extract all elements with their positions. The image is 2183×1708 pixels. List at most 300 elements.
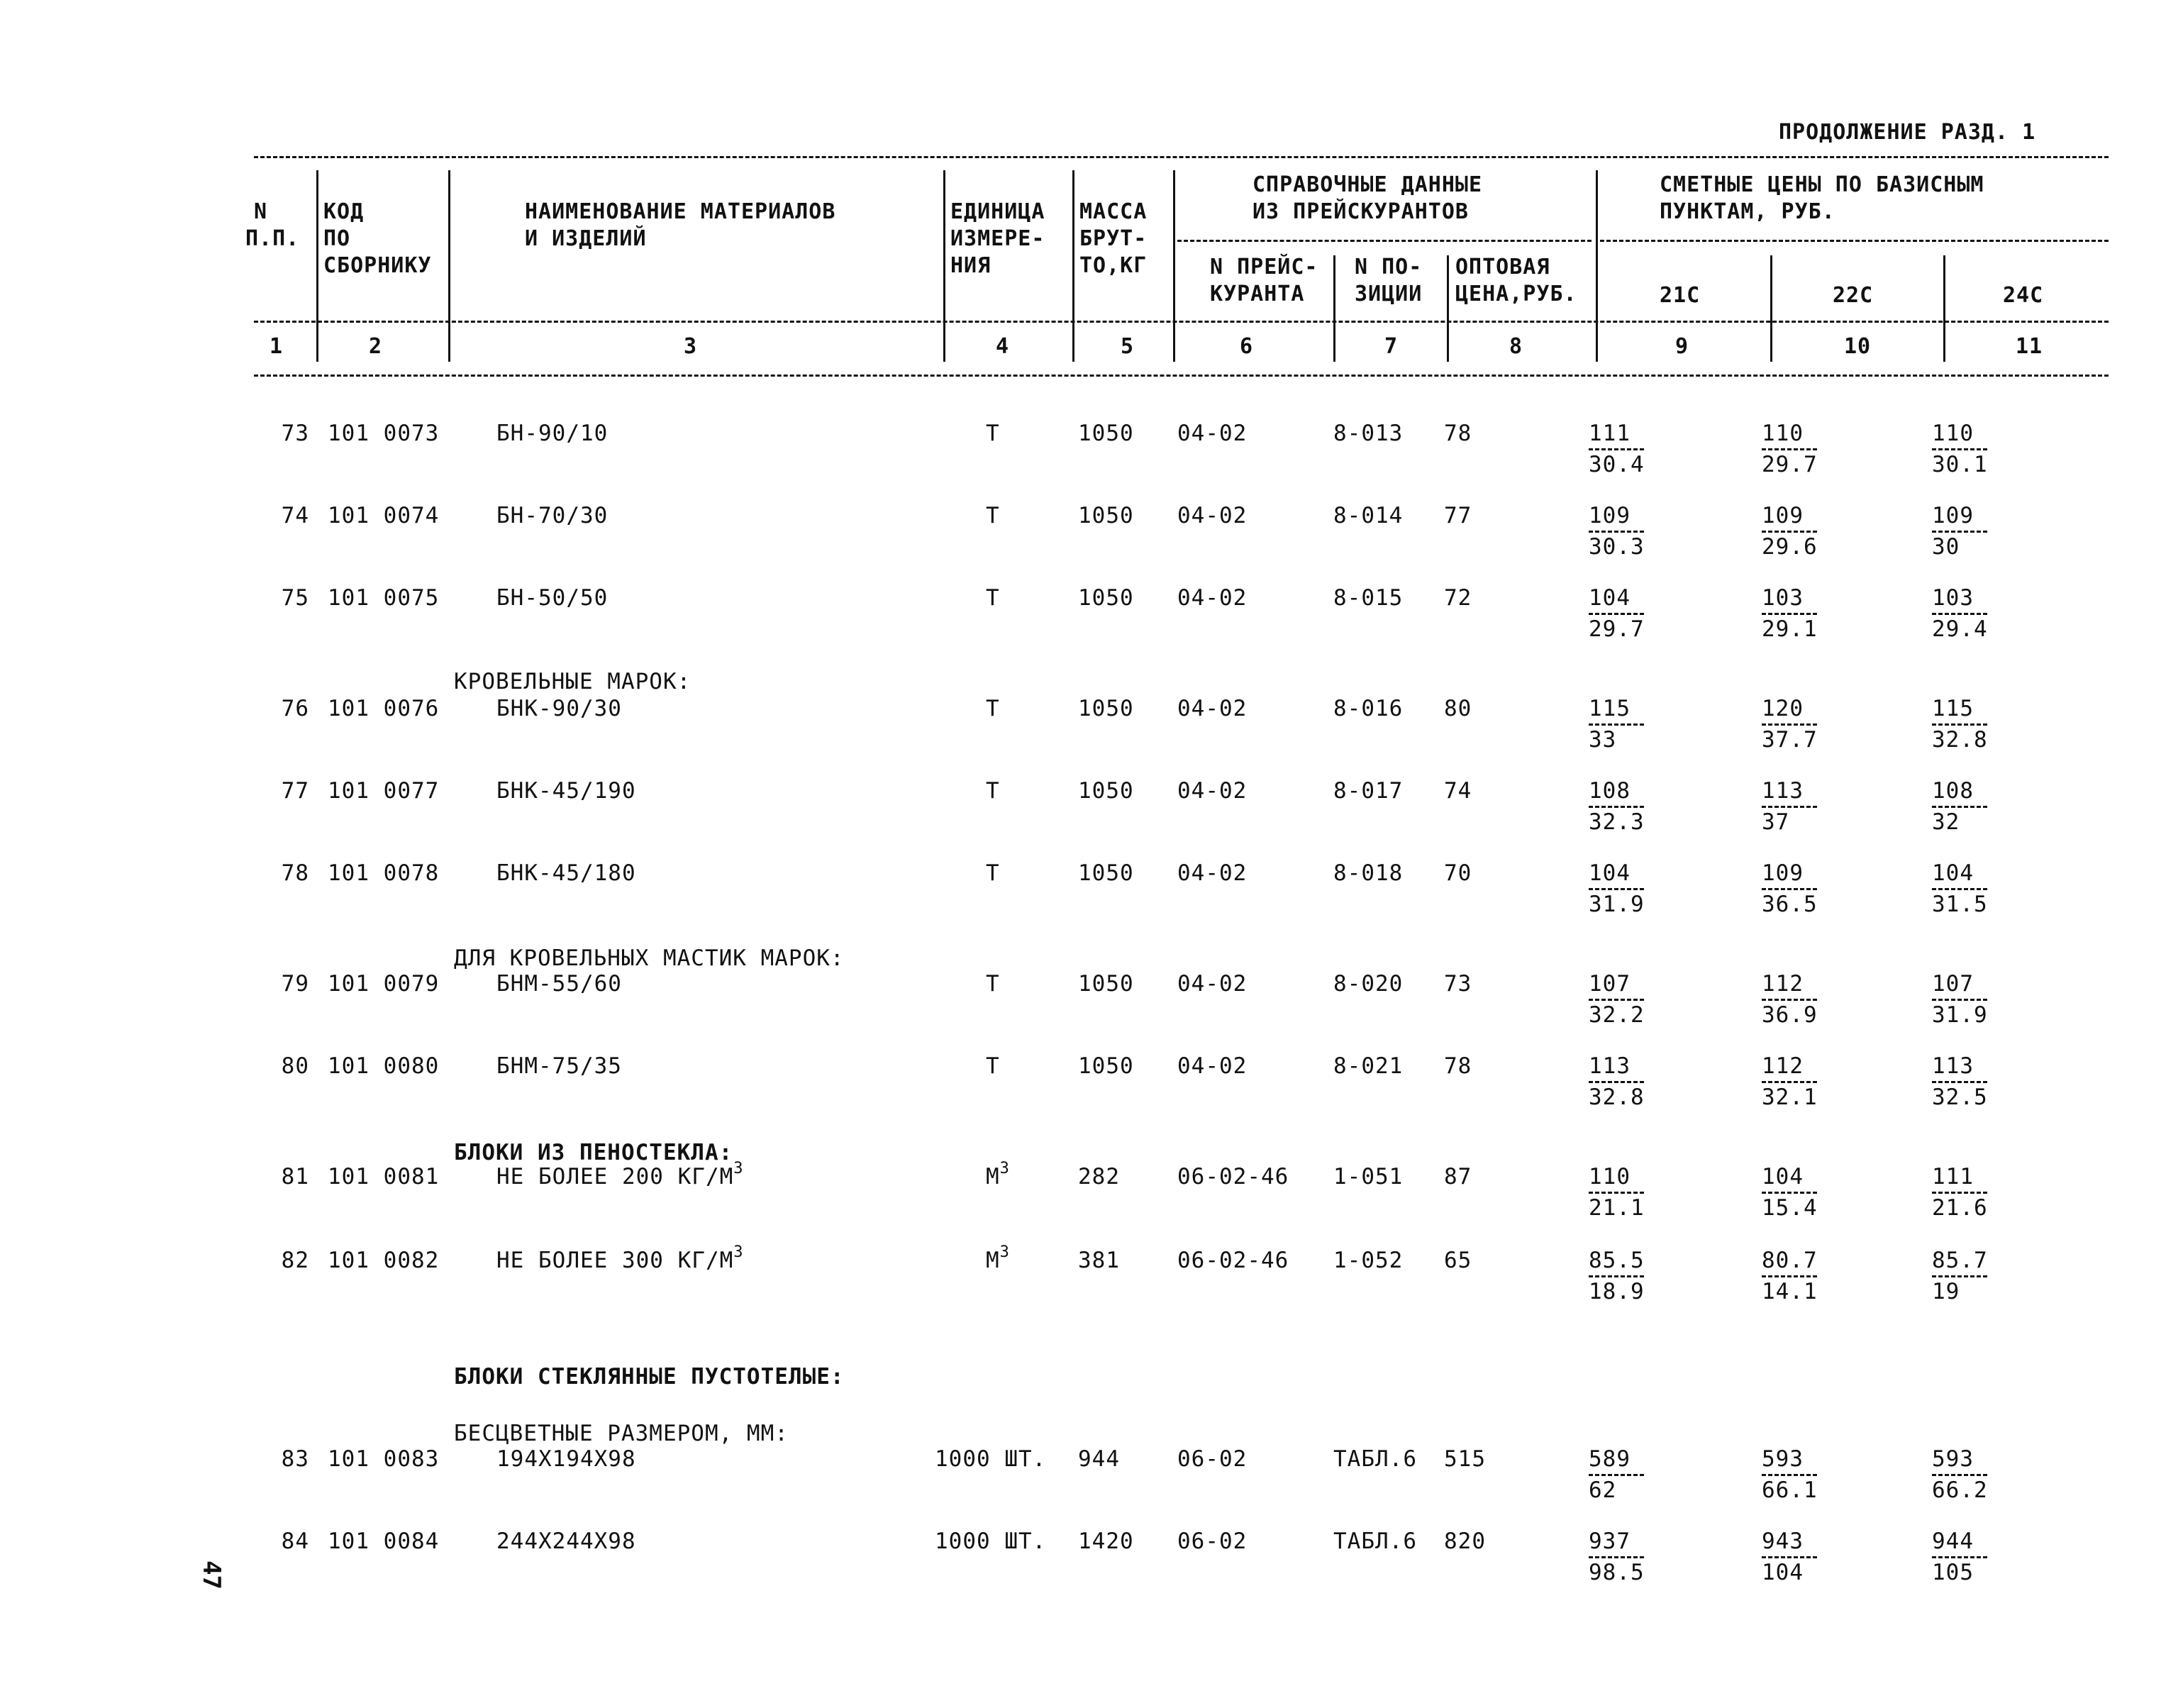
col-sep — [1770, 255, 1772, 362]
price-denominator: 29.4 — [1932, 616, 1988, 642]
row-mass: 1050 — [1078, 1053, 1134, 1079]
row-position: 8-021 — [1333, 1053, 1404, 1079]
price-numerator: 109 — [1932, 503, 1974, 528]
row-position: 1-052 — [1333, 1248, 1404, 1273]
price-group-line1: СМЕТНЫЕ ЦЕНЫ ПО БАЗИСНЫМ — [1660, 172, 1984, 197]
fraction-bar — [1589, 613, 1644, 615]
row-name — [496, 1159, 744, 1190]
col8-line1: ОПТОВАЯ — [1455, 255, 1550, 279]
fraction-bar — [1932, 531, 1987, 533]
row-unit — [986, 1159, 1010, 1190]
price-denominator: 32.1 — [1762, 1085, 1818, 1110]
row-name: БНМ-75/35 — [496, 1053, 622, 1079]
row-unit-superscript: 3 — [999, 1159, 1010, 1177]
fraction-bar — [1932, 1275, 1987, 1277]
row-unit-superscript: 3 — [999, 1243, 1010, 1261]
row-price-list: 04-02 — [1177, 585, 1248, 611]
price-p21 — [1589, 1163, 1645, 1221]
col10-label: 22С — [1833, 283, 1874, 308]
price-numerator: 103 — [1762, 585, 1804, 611]
fraction-bar — [1589, 999, 1644, 1001]
col2-line2: ПО — [323, 226, 351, 251]
colnum-8: 8 — [1509, 334, 1523, 359]
row-name — [496, 1243, 744, 1274]
row-unit — [986, 860, 1000, 887]
row-position: 8-014 — [1333, 503, 1404, 528]
row-wholesale: 65 — [1444, 1248, 1472, 1273]
col7-line2: ЗИЦИИ — [1355, 282, 1423, 306]
row-price-list: 04-02 — [1177, 860, 1248, 886]
price-numerator: 104 — [1932, 860, 1974, 886]
col3-line2: И ИЗДЕЛИЙ — [525, 226, 647, 251]
row-unit-text: Т — [986, 503, 1000, 528]
row-price-list: 04-02 — [1177, 503, 1248, 528]
fraction-bar — [1762, 888, 1817, 890]
price-numerator: 104 — [1589, 585, 1631, 611]
price-p21 — [1589, 970, 1645, 1028]
price-denominator: 19 — [1932, 1279, 1960, 1304]
price-p24 — [1932, 860, 1988, 918]
row-wholesale: 70 — [1444, 860, 1472, 886]
price-p22 — [1762, 1247, 1818, 1305]
row-number: 79 — [281, 971, 309, 997]
price-denominator: 32.3 — [1589, 809, 1645, 835]
price-denominator: 36.9 — [1762, 1002, 1818, 1028]
col11-label: 24С — [2003, 283, 2044, 308]
price-numerator: 108 — [1589, 778, 1631, 804]
price-numerator: 107 — [1589, 971, 1631, 997]
row-name: БНК-90/30 — [496, 696, 622, 721]
row-number: 74 — [281, 503, 309, 528]
colnum-4: 4 — [996, 334, 1010, 359]
price-numerator: 111 — [1932, 1164, 1974, 1190]
colnum-1: 1 — [270, 334, 284, 359]
price-p21 — [1589, 1247, 1645, 1305]
price-numerator: 120 — [1762, 696, 1804, 721]
row-code: 101 0082 — [328, 1248, 440, 1273]
price-denominator: 33 — [1589, 727, 1617, 753]
price-denominator: 21.1 — [1589, 1195, 1645, 1221]
col-sep — [1072, 170, 1074, 362]
row-wholesale: 515 — [1444, 1446, 1486, 1472]
row-position: 8-017 — [1333, 778, 1404, 804]
row-unit-text: М — [986, 1248, 1000, 1273]
row-number: 77 — [281, 778, 309, 804]
section-label: ДЛЯ КРОВЕЛЬНЫХ МАСТИК МАРОК: — [454, 946, 845, 971]
price-numerator: 113 — [1762, 778, 1804, 804]
row-unit-text: Т — [986, 971, 1000, 997]
fraction-bar — [1932, 1556, 1987, 1558]
fraction-bar — [1589, 888, 1644, 890]
row-number: 82 — [281, 1248, 309, 1273]
fraction-bar — [1589, 1192, 1644, 1194]
price-p24 — [1932, 1053, 1988, 1111]
price-p21 — [1589, 420, 1645, 478]
row-price-list: 04-02 — [1177, 1053, 1248, 1079]
row-code: 101 0074 — [328, 503, 440, 528]
price-p24 — [1932, 695, 1988, 753]
row-unit — [986, 1243, 1010, 1274]
price-numerator: 593 — [1762, 1446, 1804, 1472]
col5-line1: МАССА — [1079, 199, 1148, 224]
row-number: 83 — [281, 1446, 309, 1472]
price-denominator: 29.6 — [1762, 534, 1818, 560]
row-position: 8-018 — [1333, 860, 1404, 886]
row-name: БН-90/10 — [496, 421, 609, 446]
col6-line1: N ПРЕЙС- — [1210, 255, 1318, 279]
col-sep — [1943, 255, 1945, 362]
row-wholesale: 87 — [1444, 1164, 1472, 1190]
row-unit-text: 1000 ШТ. — [935, 1529, 1047, 1554]
row-wholesale: 74 — [1444, 778, 1472, 804]
row-unit-text: 1000 ШТ. — [935, 1446, 1047, 1472]
row-unit-text: Т — [986, 1053, 1000, 1079]
section-label: БЛОКИ СТЕКЛЯННЫЕ ПУСТОТЕЛЫЕ: — [454, 1364, 845, 1390]
row-price-list: 04-02 — [1177, 778, 1248, 804]
row-name: 244Х244Х98 — [496, 1529, 636, 1554]
row-unit-text: Т — [986, 585, 1000, 611]
price-numerator: 103 — [1932, 585, 1974, 611]
fraction-bar — [1589, 448, 1644, 450]
price-denominator: 37 — [1762, 809, 1790, 835]
price-numerator: 109 — [1589, 503, 1631, 528]
price-p22 — [1762, 584, 1818, 643]
price-numerator: 110 — [1589, 1164, 1631, 1190]
row-price-list: 04-02 — [1177, 696, 1248, 721]
price-denominator: 31.9 — [1589, 892, 1645, 917]
row-price-list: 06-02 — [1177, 1529, 1248, 1554]
price-numerator: 944 — [1932, 1529, 1974, 1554]
price-denominator: 32.5 — [1932, 1085, 1988, 1110]
price-numerator: 110 — [1762, 421, 1804, 446]
price-p22 — [1762, 695, 1818, 753]
row-price-list: 06-02 — [1177, 1446, 1248, 1472]
price-p21 — [1589, 777, 1645, 836]
col1-line2: П.П. — [245, 226, 300, 251]
price-p22 — [1762, 1163, 1818, 1221]
fraction-bar — [1932, 1081, 1987, 1083]
row-name-superscript: 3 — [733, 1243, 744, 1261]
page-number: 47 — [197, 1560, 226, 1590]
row-price-list: 04-02 — [1177, 421, 1248, 446]
fraction-bar — [1762, 1192, 1817, 1194]
row-unit-text: М — [986, 1164, 1000, 1190]
colnum-6: 6 — [1240, 334, 1254, 359]
fraction-bar — [1932, 999, 1987, 1001]
row-wholesale: 78 — [1444, 421, 1472, 446]
colnum-10: 10 — [1844, 334, 1872, 359]
price-numerator: 113 — [1589, 1053, 1631, 1079]
fraction-bar — [1589, 531, 1644, 533]
price-denominator: 105 — [1932, 1560, 1974, 1585]
row-name: БН-50/50 — [496, 585, 609, 611]
price-denominator: 30.3 — [1589, 534, 1645, 560]
price-denominator: 18.9 — [1589, 1279, 1645, 1304]
row-mass: 1050 — [1078, 860, 1134, 886]
row-number: 84 — [281, 1529, 309, 1554]
price-numerator: 115 — [1589, 696, 1631, 721]
row-unit — [986, 970, 1000, 997]
row-number: 80 — [281, 1053, 309, 1079]
price-denominator: 31.9 — [1932, 1002, 1988, 1028]
price-numerator: 111 — [1589, 421, 1631, 446]
col4-line2: ИЗМЕРЕ- — [950, 226, 1045, 251]
row-wholesale: 78 — [1444, 1053, 1472, 1079]
col8-line2: ЦЕНА,РУБ. — [1455, 282, 1577, 306]
colnum-7: 7 — [1384, 334, 1399, 359]
row-code: 101 0081 — [328, 1164, 440, 1190]
row-mass: 1420 — [1078, 1529, 1134, 1554]
row-code: 101 0080 — [328, 1053, 440, 1079]
group-rule — [1177, 240, 1592, 242]
row-wholesale: 73 — [1444, 971, 1472, 997]
price-p21 — [1589, 1446, 1644, 1504]
row-unit — [935, 1446, 1046, 1473]
price-numerator: 109 — [1762, 860, 1804, 886]
col3-line1: НАИМЕНОВАНИЕ МАТЕРИАЛОВ — [525, 199, 836, 224]
ref-group-line1: СПРАВОЧНЫЕ ДАННЫЕ — [1252, 172, 1483, 197]
row-mass: 282 — [1078, 1164, 1120, 1190]
price-denominator: 36.5 — [1762, 892, 1818, 917]
row-unit — [986, 584, 1000, 611]
row-unit — [935, 1528, 1046, 1555]
row-name-text: НЕ БОЛЕЕ 200 КГ/М — [496, 1164, 734, 1190]
price-denominator: 32.8 — [1932, 727, 1988, 753]
price-denominator: 98.5 — [1589, 1560, 1645, 1585]
price-numerator: 80.7 — [1762, 1248, 1818, 1273]
price-numerator: 104 — [1589, 860, 1631, 886]
row-unit — [986, 502, 1000, 529]
price-numerator: 589 — [1589, 1446, 1631, 1472]
price-p24 — [1932, 420, 1988, 478]
price-p24 — [1932, 970, 1988, 1028]
row-position: 8-016 — [1333, 696, 1404, 721]
price-p21 — [1589, 1053, 1645, 1111]
price-numerator: 107 — [1932, 971, 1974, 997]
fraction-bar — [1932, 1192, 1987, 1194]
price-denominator: 32.8 — [1589, 1085, 1645, 1110]
fraction-bar — [1932, 1474, 1987, 1476]
col4-line1: ЕДИНИЦА — [950, 199, 1045, 224]
row-mass: 1050 — [1078, 696, 1134, 721]
section-label: БЛОКИ ИЗ ПЕНОСТЕКЛА: — [454, 1140, 733, 1165]
row-wholesale: 80 — [1444, 696, 1472, 721]
fraction-bar — [1932, 613, 1987, 615]
price-numerator: 943 — [1762, 1529, 1804, 1554]
row-mass: 1050 — [1078, 585, 1134, 611]
row-unit — [986, 777, 1000, 804]
colnum-3: 3 — [684, 334, 698, 359]
row-unit — [986, 695, 1000, 722]
col2-line3: СБОРНИКУ — [323, 253, 432, 278]
col-sep — [448, 170, 450, 362]
row-number: 73 — [281, 421, 309, 446]
price-p24 — [1932, 777, 1987, 836]
fraction-bar — [1589, 723, 1644, 726]
price-p22 — [1762, 970, 1818, 1028]
section-label: КРОВЕЛЬНЫЕ МАРОК: — [454, 669, 691, 694]
col-sep — [316, 170, 318, 362]
col-sep — [1173, 170, 1175, 362]
price-numerator: 593 — [1932, 1446, 1974, 1472]
row-mass: 381 — [1078, 1248, 1120, 1273]
row-name-superscript: 3 — [733, 1159, 744, 1177]
row-name: БН-70/30 — [496, 503, 609, 528]
header-bottom-rule — [254, 375, 2109, 377]
row-position: 8-013 — [1333, 421, 1404, 446]
row-mass: 1050 — [1078, 421, 1134, 446]
fraction-bar — [1932, 806, 1987, 808]
col9-label: 21С — [1660, 283, 1701, 308]
price-p24 — [1932, 1163, 1988, 1221]
col6-line2: КУРАНТА — [1210, 282, 1305, 306]
fraction-bar — [1589, 806, 1644, 808]
price-p22 — [1762, 860, 1818, 918]
ref-group-line2: ИЗ ПРЕЙСКУРАНТОВ — [1252, 199, 1469, 224]
price-numerator: 85.7 — [1932, 1248, 1988, 1273]
row-name-text: НЕ БОЛЕЕ 300 КГ/М — [496, 1248, 734, 1273]
fraction-bar — [1932, 888, 1987, 890]
row-unit-text: Т — [986, 860, 1000, 886]
price-denominator: 104 — [1762, 1560, 1804, 1585]
price-p24 — [1932, 584, 1988, 643]
price-denominator: 32.2 — [1589, 1002, 1645, 1028]
price-p24 — [1932, 1446, 1988, 1504]
price-numerator: 112 — [1762, 971, 1804, 997]
fraction-bar — [1762, 448, 1817, 450]
fraction-bar — [1589, 1275, 1644, 1277]
row-code: 101 0075 — [328, 585, 440, 611]
fraction-bar — [1589, 1081, 1644, 1083]
header-top-rule — [254, 156, 2109, 158]
row-name: БНК-45/190 — [496, 778, 636, 804]
colnum-11: 11 — [2016, 334, 2043, 359]
price-denominator: 66.1 — [1762, 1477, 1818, 1503]
price-group-line2: ПУНКТАМ, РУБ. — [1660, 199, 1835, 224]
section-label: БЕСЦВЕТНЫЕ РАЗМЕРОМ, ММ: — [454, 1421, 789, 1446]
col5-line2: БРУТ- — [1079, 226, 1148, 251]
fraction-bar — [1589, 1474, 1644, 1476]
price-p22 — [1762, 420, 1818, 478]
price-denominator: 14.1 — [1762, 1279, 1818, 1304]
price-denominator: 30 — [1932, 534, 1960, 560]
col-sep — [1333, 255, 1335, 362]
price-p24 — [1932, 502, 1987, 560]
price-numerator: 85.5 — [1589, 1248, 1645, 1273]
price-p22 — [1762, 502, 1818, 560]
col-sep — [1596, 170, 1598, 362]
row-position: ТАБЛ.6 — [1333, 1446, 1417, 1472]
price-p24 — [1932, 1528, 1987, 1586]
price-numerator: 115 — [1932, 696, 1974, 721]
price-denominator: 30.4 — [1589, 452, 1645, 477]
price-p22 — [1762, 1053, 1818, 1111]
row-price-list: 06-02-46 — [1177, 1248, 1289, 1273]
price-denominator: 66.2 — [1932, 1477, 1988, 1503]
fraction-bar — [1762, 723, 1817, 726]
colnum-5: 5 — [1121, 334, 1135, 359]
row-code: 101 0084 — [328, 1529, 440, 1554]
fraction-bar — [1589, 1556, 1644, 1558]
row-number: 78 — [281, 860, 309, 886]
row-unit-text: Т — [986, 696, 1000, 721]
price-p22 — [1762, 1446, 1818, 1504]
col5-line3: ТО,КГ — [1079, 253, 1148, 278]
fraction-bar — [1762, 1081, 1817, 1083]
row-name: 194Х194Х98 — [496, 1446, 636, 1472]
row-number: 76 — [281, 696, 309, 721]
row-unit — [986, 1053, 1000, 1080]
row-position: ТАБЛ.6 — [1333, 1529, 1417, 1554]
fraction-bar — [1762, 1556, 1817, 1558]
price-denominator: 29.7 — [1762, 452, 1818, 477]
col1-line1: N — [254, 199, 268, 224]
colnum-2: 2 — [369, 334, 383, 359]
row-mass: 1050 — [1078, 971, 1134, 997]
price-denominator: 29.1 — [1762, 616, 1818, 642]
price-numerator: 113 — [1932, 1053, 1974, 1079]
row-mass: 944 — [1078, 1446, 1120, 1472]
price-denominator: 32 — [1932, 809, 1960, 835]
col-sep — [943, 170, 945, 362]
row-price-list: 06-02-46 — [1177, 1164, 1289, 1190]
price-denominator: 29.7 — [1589, 616, 1645, 642]
price-numerator: 109 — [1762, 503, 1804, 528]
page-header: ПРОДОЛЖЕНИЕ РАЗД. 1 — [1779, 120, 2036, 145]
fraction-bar — [1762, 1275, 1817, 1277]
price-numerator: 108 — [1932, 778, 1974, 804]
row-price-list: 04-02 — [1177, 971, 1248, 997]
row-code: 101 0079 — [328, 971, 440, 997]
row-mass: 1050 — [1078, 778, 1134, 804]
row-code: 101 0077 — [328, 778, 440, 804]
row-name: БНМ-55/60 — [496, 971, 622, 997]
price-numerator: 110 — [1932, 421, 1974, 446]
col-sep — [1447, 255, 1449, 362]
col2-line1: КОД — [323, 199, 365, 224]
row-number: 75 — [281, 585, 309, 611]
row-wholesale: 820 — [1444, 1529, 1486, 1554]
colnum-9: 9 — [1675, 334, 1689, 359]
row-code: 101 0073 — [328, 421, 440, 446]
col7-line1: N ПО- — [1355, 255, 1423, 279]
row-number: 81 — [281, 1164, 309, 1190]
row-code: 101 0076 — [328, 696, 440, 721]
fraction-bar — [1932, 448, 1987, 450]
row-unit-text: Т — [986, 421, 1000, 446]
group-rule — [1600, 240, 2109, 242]
fraction-bar — [1762, 531, 1817, 533]
price-p21 — [1589, 1528, 1645, 1586]
row-position: 8-015 — [1333, 585, 1404, 611]
price-p22 — [1762, 777, 1817, 836]
price-denominator: 30.1 — [1932, 452, 1988, 477]
row-code: 101 0083 — [328, 1446, 440, 1472]
fraction-bar — [1762, 1474, 1817, 1476]
row-wholesale: 72 — [1444, 585, 1472, 611]
price-p21 — [1589, 502, 1645, 560]
price-p21 — [1589, 860, 1645, 918]
row-position: 1-051 — [1333, 1164, 1404, 1190]
fraction-bar — [1762, 613, 1817, 615]
row-unit — [986, 420, 1000, 447]
price-p21 — [1589, 584, 1645, 643]
header-mid-rule — [254, 321, 2109, 323]
row-unit-text: Т — [986, 778, 1000, 804]
row-code: 101 0078 — [328, 860, 440, 886]
fraction-bar — [1762, 806, 1817, 808]
row-name: БНК-45/180 — [496, 860, 636, 886]
